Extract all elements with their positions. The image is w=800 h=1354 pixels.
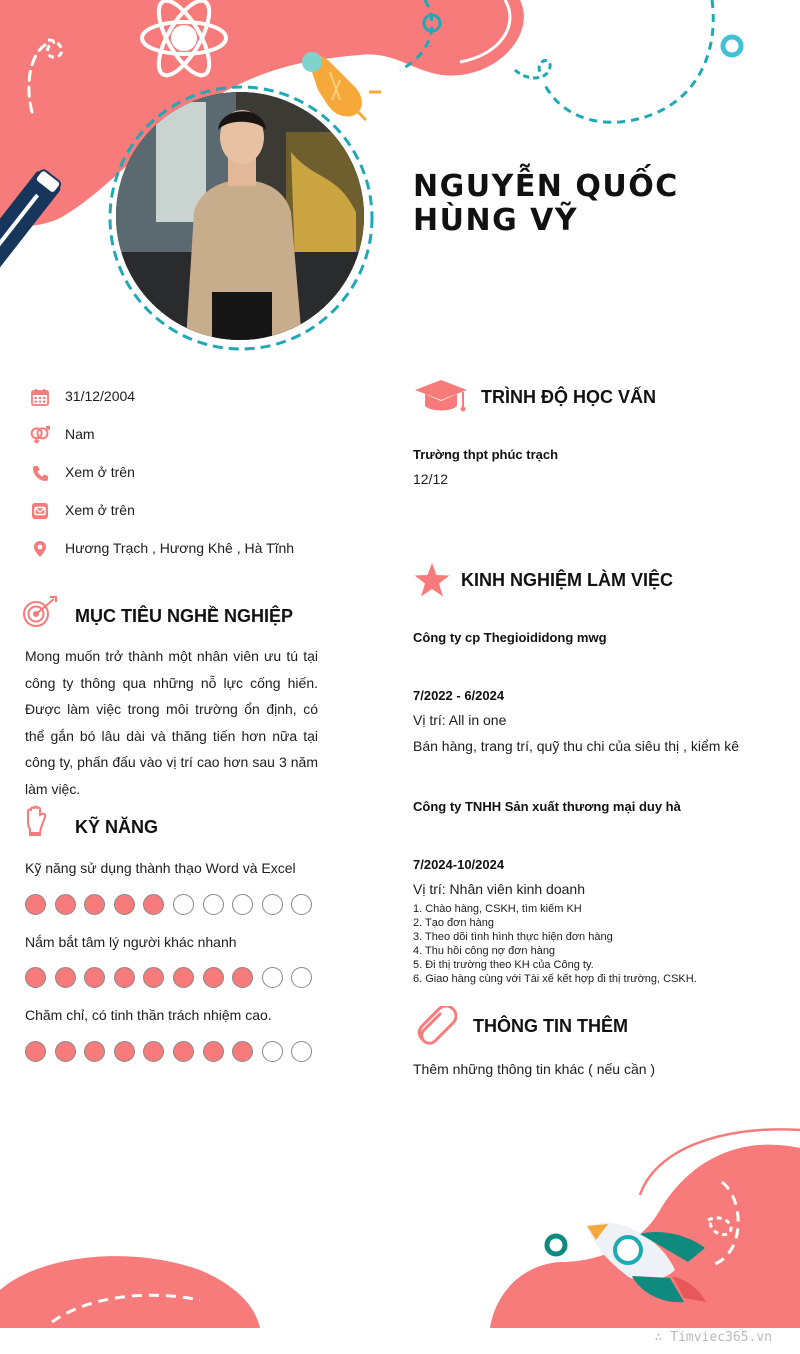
skill-dot (232, 894, 253, 915)
skill-dot (262, 1041, 283, 1062)
skill-dot (232, 1041, 253, 1062)
skill-dot (84, 894, 105, 915)
teal-ring-icon (547, 1236, 565, 1254)
job-task: 5. Đi thị trường theo KH của Công ty. (413, 959, 594, 971)
job-task: 4. Thu hồi công nợ đơn hàng (413, 945, 556, 957)
skill-dot (143, 967, 164, 988)
job-description: Bán hàng, trang trí, quỹ thu chi của siêu thị , kiểm kê (413, 738, 740, 754)
job-task: 6. Giao hàng cùng với Tài xế kết hợp đi thị trường, CSKH. (413, 973, 697, 985)
skill-dot (114, 894, 135, 915)
job-company: Công ty TNHH Sản xuất thương mại duy hà (413, 799, 681, 814)
job-task: 3. Theo dõi tình hình thực hiện đơn hàng (413, 931, 613, 943)
job-task: 1. Chào hàng, CSKH, tìm kiếm KH (413, 903, 582, 915)
location-pin-icon (30, 539, 50, 559)
extra-info-title: THÔNG TIN THÊM (473, 1016, 628, 1036)
skill-dot (291, 894, 312, 915)
calendar-icon (30, 387, 50, 407)
skill-dot (232, 967, 253, 988)
education-title: TRÌNH ĐỘ HỌC VẤN (481, 387, 656, 407)
skill-dot (173, 1041, 194, 1062)
skill-dot (114, 967, 135, 988)
skill-dot (291, 967, 312, 988)
fist-icon (24, 805, 48, 842)
phone-value: Xem ở trên (65, 464, 135, 480)
watermark-text: Timviec365.vn (670, 1330, 772, 1345)
job-period: 7/2022 - 6/2024 (413, 688, 505, 703)
graduation-cap-icon (413, 380, 469, 419)
extra-info-text: Thêm những thông tin khác ( nếu cần ) (413, 1061, 656, 1077)
skill-dot (143, 1041, 164, 1062)
phone-row (30, 461, 135, 485)
profile-photo (116, 92, 364, 340)
job-position: Vị trí: All in one (413, 712, 507, 728)
phone-icon (30, 463, 50, 483)
star-icon (413, 562, 451, 603)
gender-row (30, 423, 95, 447)
gender-icon (30, 425, 50, 445)
skill-label: Nắm bắt tâm lý người khác nhanh (25, 934, 237, 950)
job-position: Vị trí: Nhân viên kinh doanh (413, 881, 585, 897)
skill-dot (84, 1041, 105, 1062)
email-row (30, 499, 135, 523)
address-row (30, 537, 295, 561)
school-grade: 12/12 (413, 471, 449, 487)
email-icon (30, 501, 50, 521)
skill-dot (114, 1041, 135, 1062)
skill-rating (25, 1041, 312, 1062)
skill-dot (203, 894, 224, 915)
candidate-name: NGUYỄN QUỐC HÙNG VỸ (413, 169, 679, 238)
job-period: 7/2024-10/2024 (413, 857, 505, 872)
teal-ring-icon (723, 37, 741, 55)
skill-label: Chăm chỉ, có tinh thần trách nhiệm cao. (25, 1007, 272, 1023)
job-company: Công ty cp Thegioididong mwg (413, 630, 607, 645)
birthday-value: 31/12/2004 (65, 388, 136, 404)
skill-dot (25, 894, 46, 915)
skill-dot (203, 1041, 224, 1062)
email-value: Xem ở trên (65, 502, 135, 518)
skills-title: KỸ NĂNG (75, 817, 159, 837)
skill-dot (143, 894, 164, 915)
skill-dot (262, 894, 283, 915)
skill-dot (203, 967, 224, 988)
job-task-list (413, 902, 697, 986)
skill-dot (173, 967, 194, 988)
target-icon (22, 596, 58, 633)
skill-dot (25, 967, 46, 988)
birthday-row (30, 385, 136, 409)
skill-dot (25, 1041, 46, 1062)
skill-dot (173, 894, 194, 915)
watermark (655, 1330, 772, 1345)
address-value: Hương Trạch , Hương Khê , Hà Tĩnh (65, 540, 295, 556)
skill-dot (262, 967, 283, 988)
skill-rating (25, 894, 312, 915)
skill-dot (291, 1041, 312, 1062)
watermark-dots-icon: ∴ (654, 1330, 671, 1345)
skill-rating (25, 967, 312, 988)
school-name: Trường thpt phúc trạch (413, 447, 559, 462)
skill-dot (55, 1041, 76, 1062)
paperclip-icon (415, 1006, 457, 1051)
objective-title: MỤC TIÊU NGHỀ NGHIỆP (75, 606, 294, 626)
job-task: 2. Tạo đơn hàng (413, 917, 495, 929)
profile-photo-frame (110, 88, 372, 350)
experience-title: KINH NGHIỆM LÀM VIỆC (461, 570, 674, 590)
skill-dot (55, 894, 76, 915)
objective-text: Mong muốn trở thành một nhân viên ưu tú tại công ty thông qua những nỗ lực cống hiến. Được làm việc trong môi trường ổn định, có thể gắn bó lâu dài và thăng tiến hơn nữa tại công ty, phấn đấu vào vị trí cao hơn sau 3 năm làm việc. (25, 648, 318, 797)
skill-dot (55, 967, 76, 988)
skill-dot (84, 967, 105, 988)
skill-label: Kỹ năng sử dụng thành thạo Word và Excel (25, 860, 296, 876)
person-illustration (116, 92, 364, 340)
gender-value: Nam (65, 426, 95, 442)
